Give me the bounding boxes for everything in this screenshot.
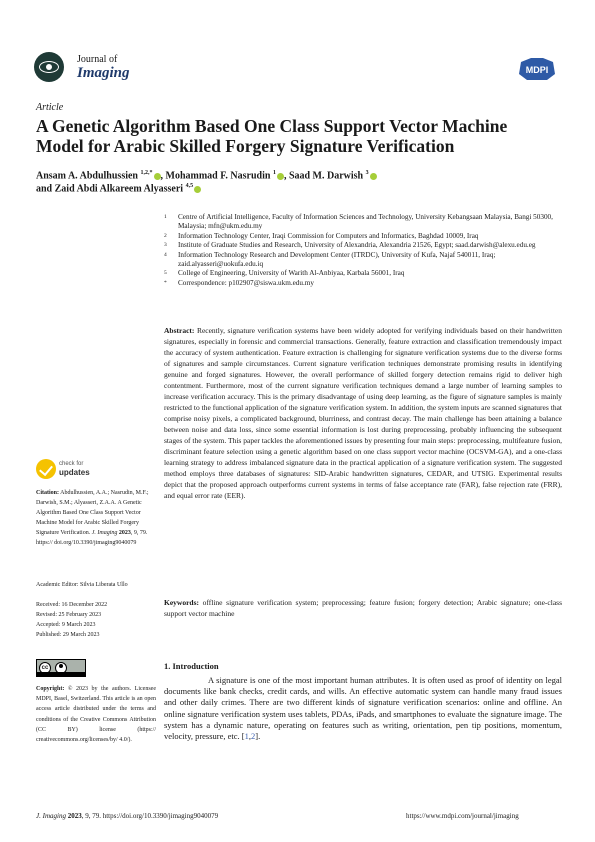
- copyright-label: Copyright:: [36, 686, 65, 692]
- affiliation-item: 3 Institute of Graduate Studies and Research, University of Alexandria, Alexandria 21526, Egypt; saad.darwish@alexu.edu.eg: [164, 241, 536, 250]
- orcid-icon[interactable]: [277, 173, 284, 180]
- author-name: Mohammad F. Nasrudin: [165, 170, 271, 182]
- abstract-text: Recently, signature verification systems have been widely adopted for verifying individuals based on their handwritten signatures, especially in forensic and commercial transactions. Generally, feature extraction and classification tremendously impact the accuracy of system authentication. Feature extraction is challenging for signature verification systems due to the diverse forms of signatures and sample circumstances. Current signature verification techniques demonstrate promising results in identifying genuine and forged signatures. However, the overall performance of skilled forgery detection remains rigid to deliver high contentment. Furthermore, most of the current signature verification techniques demand a large number of learning samples to increase verification accuracy. This is the primary disadvantage of using deep learning, as the figure of signature samples is mainly restricted to the functional application of the signature verification system. In addition, the system inputs are scanned signatures that comprise noisy pixels, a complicated background, blurriness, and contrast decay. The main challenge has been attaining a balance between noise and data loss, since some essential information is lost during preprocessing, probably influencing the subsequent stages of the system. This paper tackles the aforementioned issues by presenting four main steps: preprocessing, multifeature fusion, discriminant feature selection using a genetic algorithm based on one class support vector machine (OCSVM-GA), and a one-class learning strategy to address imbalanced signature data in the practical application of a signature verification system. The suggested method employs three databases of signatures: SID-Arabic handwritten signatures, CEDAR, and UTSIG. Experimental results depict that the proposed approach outperforms current systems in terms of false acceptance rate (FAR), false rejection rate (FRR), and equal error rate (EER).: [164, 326, 563, 500]
- author-name: Saad M. Darwish: [288, 170, 364, 182]
- journal-name[interactable]: Imaging: [77, 65, 130, 81]
- keywords-label: Keywords:: [164, 598, 199, 607]
- date-revised: Revised: 25 February 2023: [36, 612, 102, 618]
- article-type: Article: [36, 102, 64, 113]
- citation-link[interactable]: 1: [244, 731, 249, 742]
- date-published: Published: 29 March 2023: [36, 632, 100, 638]
- journal-logo-icon: [34, 52, 64, 82]
- author-affil: 1,2,*: [140, 170, 153, 176]
- section-heading: 1. Introduction: [164, 661, 219, 671]
- journal-of-label: Journal of: [77, 54, 118, 65]
- footer-citation: J. Imaging 2023, 9, 79. https://doi.org/10.3390/jimaging9040079: [36, 812, 219, 820]
- citation-link[interactable]: 2: [251, 731, 256, 742]
- affiliation-item: 5 College of Engineering, University of Warith Al-Anbiyaa, Karbala 56001, Iraq: [164, 269, 405, 278]
- orcid-icon[interactable]: [154, 173, 161, 180]
- affiliation-item: 1 Centre of Artificial Intelligence, Faculty of Information Sciences and Technology, University Kebangsaan Malaysia, Bangi 50300, Malaysia; mfn@ukm.edu.my: [164, 213, 553, 231]
- check-updates-line2: updates: [59, 468, 90, 477]
- mdpi-logo-icon[interactable]: [517, 58, 557, 80]
- check-updates-line1: check for: [59, 461, 84, 467]
- citation-text: Abdulhussien, A.A.; Nasrudin, M.F.; Darwish, S.M.; Alyasseri, Z.A.A. A Genetic Algorithm Based One Class Support Vector Machine Model for Arabic Skilled Forgery Signature Verification.: [36, 490, 149, 536]
- citation-block: [36, 488, 156, 548]
- academic-editor: Academic Editor: Silvia Liberata Ullo: [36, 582, 128, 588]
- copyright-text: © 2023 by the authors. Licensee MDPI, Basel, Switzerland. This article is an open access article distributed under the terms and conditions of the Creative Commons Attribution (CC BY) license (https:// creativecommons.org/licenses/by/ 4.0/).: [36, 686, 156, 744]
- author-name: and Zaid Abdi Alkareem Alyasseri: [36, 183, 184, 195]
- affiliations: [164, 213, 564, 288]
- affiliation-item: 2 Information Technology Center, Iraqi Commission for Computers and Informatics, Baghdad 10009, Iraq: [164, 231, 479, 240]
- citation-label: Citation:: [36, 490, 59, 496]
- cc-icon: cc: [39, 662, 51, 674]
- footer-journal-url[interactable]: https://www.mdpi.com/journal/jimaging: [406, 812, 519, 820]
- mdpi-logo-text: MDPI: [525, 65, 549, 75]
- author-affil: 3: [365, 170, 369, 176]
- date-received: Received: 16 December 2022: [36, 602, 108, 608]
- abstract: [164, 325, 562, 501]
- dates-block: [36, 600, 156, 640]
- citation-doi[interactable]: , 9, 79. https:// doi.org/10.3390/jimaging9040079: [36, 530, 148, 546]
- keywords: [164, 597, 562, 619]
- author-affil: 1: [272, 170, 276, 176]
- orcid-icon[interactable]: [194, 186, 201, 193]
- paper-title: A Genetic Algorithm Based One Class Support Vector Machine Model for Arabic Skilled Forgery Signature Verification: [36, 116, 508, 156]
- author-affil: 4,5: [185, 183, 194, 189]
- authors-line-1: Ansam A. Abdulhussien $^{1,2,*}$ , Mohammad F. Nasrudin $^1$ , Saad M. Darwish $^3$: [36, 167, 377, 182]
- abstract-label: Abstract:: [164, 326, 195, 335]
- correspondence: * Correspondence: p102907@siswa.ukm.edu.my: [164, 278, 314, 287]
- author-name: Ansam A. Abdulhussien: [36, 170, 138, 182]
- intro-paragraph: A signature is one of the most important human attributes. It is often used as proof of identity on legal documents like bank checks, credit cards, and wills. An effective automatic system can handle many fraud issues and other daily crimes. There are two different kinds of signature verification scenarios: online and offline. An online signature verification system uses tablets, PDAs, iPads, and smartphones to evaluate the signature image. The system has a dynamic nature, operating on features such as writing, orientation, pen tip positions, momentum, velocity, pressure, etc. [1,2].: [164, 675, 562, 742]
- orcid-icon[interactable]: [370, 173, 377, 180]
- citation-year: 2023: [118, 530, 131, 536]
- check-updates-icon: [36, 459, 56, 479]
- check-for-updates-button[interactable]: [36, 459, 156, 483]
- affiliation-item: 4 Information Technology Research and Development Center (ITRDC), University of Kufa, Najaf 540011, Iraq; zaid.alyasseri@uokufa.edu.iq: [164, 250, 496, 269]
- authors-line-2: [36, 180, 201, 195]
- copyright-block: [36, 684, 156, 745]
- date-accepted: Accepted: 9 March 2023: [36, 622, 96, 628]
- keywords-text: offline signature verification system; preprocessing; feature fusion; forgery detection; Arabic signature; one-class support vector machine: [164, 598, 563, 618]
- cc-by-license-icon[interactable]: [36, 659, 86, 677]
- citation-journal: J. Imaging: [91, 530, 118, 536]
